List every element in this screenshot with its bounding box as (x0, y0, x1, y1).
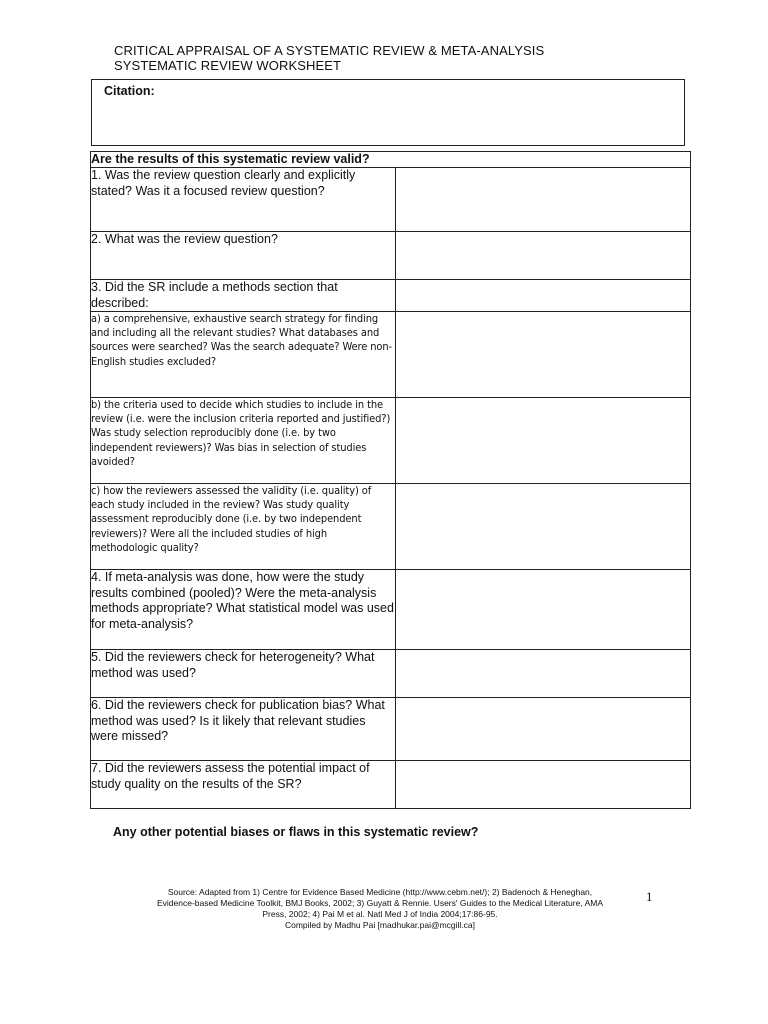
answer-cell-6[interactable] (396, 698, 691, 761)
answer-cell-3a[interactable] (396, 312, 691, 398)
answer-cell-7[interactable] (396, 761, 691, 809)
answer-cell-2[interactable] (396, 232, 691, 280)
answer-cell-5[interactable] (396, 650, 691, 698)
question-4: 4. If meta-analysis was done, how were the study results combined (pooled)? Were the meta-analysis methods appropriate? What statistical model was used for meta-analysis? (91, 570, 396, 650)
answer-cell-3[interactable] (396, 280, 691, 312)
footer-line-4: Compiled by Madhu Pai [madhukar.pai@mcgill.ca] (284, 920, 476, 930)
citation-box[interactable] (91, 79, 685, 146)
document-title: CRITICAL APPRAISAL OF A SYSTEMATIC REVIEW & META-ANALYSIS (114, 43, 545, 58)
question-3c (91, 484, 396, 570)
question-5: 5. Did the reviewers check for heterogeneity? What method was used? (91, 650, 396, 698)
page-number: 1 (646, 889, 653, 904)
question-3a-text: a) a comprehensive, exhaustive search strategy for finding and including all the relevant studies? What databases and sources were searched? Was the search adequate? Were non-English studies excluded? (91, 312, 393, 368)
question-3b-text: b) the criteria used to decide which studies to include in the review (i.e. were the inclusion criteria reported and justified?) Was study selection reproducibly done (i.e. by two independent reviewers)? Was bias in selection of studies avoided? (91, 398, 391, 468)
footer-line-1: Source: Adapted from 1) Centre for Evidence Based Medicine (http://www.cebm.net/); 2) Badenoch & Heneghan, (167, 887, 593, 897)
document-subtitle: SYSTEMATIC REVIEW WORKSHEET (114, 58, 342, 73)
answer-cell-3b[interactable] (396, 398, 691, 484)
question-6: 6. Did the reviewers check for publication bias? What method was used? Is it likely that relevant studies were missed? (91, 698, 396, 761)
question-2: 2. What was the review question? (91, 232, 396, 280)
worksheet-header (114, 43, 544, 73)
question-3b (91, 398, 396, 484)
question-3: 3. Did the SR include a methods section that described: (91, 280, 396, 312)
answer-cell-3c[interactable] (396, 484, 691, 570)
source-footer (110, 887, 650, 931)
question-3c-text: c) how the reviewers assessed the validity (i.e. quality) of each study included in the review? Was study quality assessment reproducibly done (i.e. by two independent reviewers)? Were all the included studies of high methodologic quality? (91, 484, 372, 554)
answer-cell-4[interactable] (396, 570, 691, 650)
citation-label: Citation: (104, 84, 155, 98)
question-7: 7. Did the reviewers assess the potential impact of study quality on the results of the SR? (91, 761, 396, 809)
table-heading: Are the results of this systematic review valid? (91, 152, 691, 168)
footer-line-2: Evidence-based Medicine Toolkit, BMJ Books, 2002; 3) Guyatt & Rennie. Users' Guides to the Medical Literature, AMA (156, 898, 604, 908)
footer-line-3: Press, 2002; 4) Pai M et al. Natl Med J of India 2004;17:86-95. (262, 909, 498, 919)
answer-cell-1[interactable] (396, 168, 691, 232)
question-3a (91, 312, 396, 398)
appraisal-table (90, 151, 691, 809)
other-biases-question: Any other potential biases or flaws in this systematic review? (113, 825, 479, 839)
question-1: 1. Was the review question clearly and explicitly stated? Was it a focused review question? (91, 168, 396, 232)
